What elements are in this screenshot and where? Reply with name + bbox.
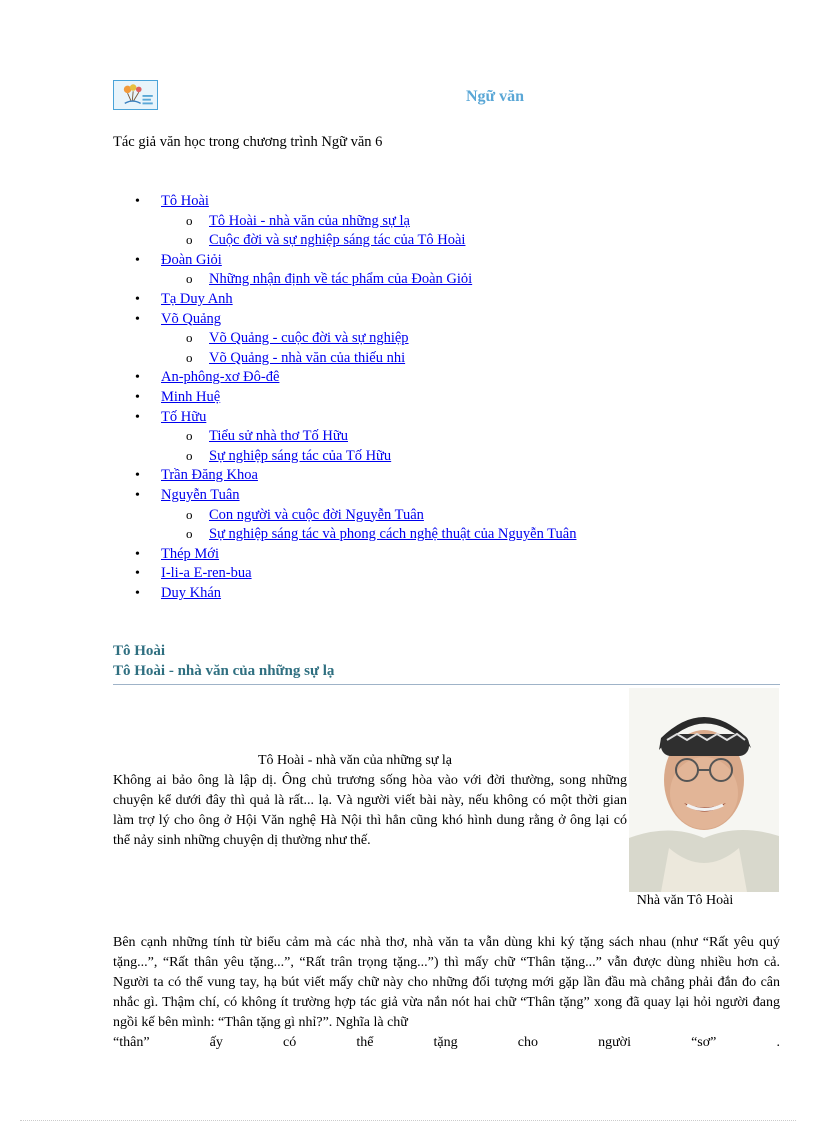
toc-subitem <box>113 349 753 369</box>
toc-link[interactable]: I-li-a E-ren-bua <box>161 565 252 582</box>
article-title: Tô Hoài - nhà văn của những sự lạ <box>258 753 453 768</box>
article-paragraph-2 <box>113 933 780 1053</box>
table-of-contents <box>113 192 753 603</box>
toc-sublink[interactable]: Võ Quảng - cuộc đời và sự nghiệp <box>209 330 409 347</box>
toc-sublink[interactable]: Sự nghiệp sáng tác và phong cách nghệ thuật của Nguyễn Tuân <box>209 526 577 543</box>
toc-subitem <box>113 212 753 232</box>
toc-item <box>113 192 753 212</box>
toc-item <box>113 388 753 408</box>
toc-item <box>113 545 753 565</box>
toc-subitem <box>113 447 753 467</box>
toc-sublink[interactable]: Sự nghiệp sáng tác của Tố Hữu <box>209 447 392 464</box>
toc-sublink[interactable]: Võ Quảng - nhà văn của thiếu nhi <box>209 349 406 366</box>
toc-sublink[interactable]: Cuộc đời và sự nghiệp sáng tác của Tô Hoài <box>209 232 466 249</box>
toc-subitem <box>113 525 753 545</box>
page-bottom-border <box>20 1120 796 1121</box>
ngu-van-logo-icon <box>113 80 158 110</box>
section-author: Tô Hoài <box>113 643 166 659</box>
toc-link[interactable]: Duy Khán <box>161 584 222 601</box>
toc-link[interactable]: Võ Quảng <box>161 310 222 327</box>
toc-subitem <box>113 329 753 349</box>
toc-link[interactable]: Tố Hữu <box>161 408 207 425</box>
toc-item <box>113 290 753 310</box>
toc-sublink[interactable]: Tô Hoài - nhà văn của những sự lạ <box>209 212 410 229</box>
section-title: Tô Hoài - nhà văn của những sự lạ <box>113 663 335 679</box>
toc-link[interactable]: Đoàn Giỏi <box>161 251 222 268</box>
toc-subitem <box>113 231 753 251</box>
toc-item <box>113 466 753 486</box>
toc-link[interactable]: Trần Đăng Khoa <box>161 467 258 484</box>
intro-text: Tác giả văn học trong chương trình Ngữ văn 6 <box>113 134 383 150</box>
toc-link[interactable]: An-phông-xơ Đô-đê <box>161 369 280 386</box>
toc-link[interactable]: Nguyễn Tuân <box>161 486 240 503</box>
toc-item <box>113 251 753 271</box>
toc-link[interactable]: Minh Huệ <box>161 388 221 405</box>
toc-item <box>113 368 753 388</box>
toc-subitem <box>113 270 753 290</box>
toc-item <box>113 584 753 604</box>
article-paragraph-1: Không ai bảo ông là lập dị. Ông chủ trương sống hòa vào với đời thường, song những chuyện kể dưới đây thì quả là rất... lạ. Và người viết bài này, nếu không có một thời gian làm trợ lý cho ông ở Hội Văn nghệ Hà Nội thì hẳn cũng khó hình dung rằng ở ông lại có thể nảy sinh những chuyện dị thường như thế. <box>113 773 627 848</box>
section-heading <box>113 641 334 681</box>
toc-item <box>113 564 753 584</box>
toc-item <box>113 310 753 330</box>
toc-subitem <box>113 506 753 526</box>
toc-subitem <box>113 427 753 447</box>
toc-sublink[interactable]: Con người và cuộc đời Nguyễn Tuân <box>209 506 424 523</box>
toc-sublink[interactable]: Tiểu sử nhà thơ Tố Hữu <box>209 428 348 445</box>
subject-title: Ngữ văn <box>466 88 525 105</box>
toc-item <box>113 486 753 506</box>
author-photo <box>629 688 779 892</box>
toc-sublink[interactable]: Những nhận định về tác phẩm của Đoàn Giỏi <box>209 271 473 288</box>
toc-item <box>113 408 753 428</box>
toc-link[interactable]: Tạ Duy Anh <box>161 290 233 307</box>
section-divider <box>113 684 780 685</box>
photo-caption: Nhà văn Tô Hoài <box>636 893 734 908</box>
paragraph-2-body: Bên cạnh những tính từ biểu cảm mà các nhà thơ, nhà văn ta vẫn dùng khi ký tặng sách nhau (như “Rất yêu quý tặng...”, “Rất thân yêu tặng...”, “Rất trân trọng tặng...”) thì mấy chữ “Thân tặng...” vẫn được dùng nhiều hơn cả. Người ta có thể vung tay, hạ bút viết mấy chữ này cho những đối tượng mới gặp lần đầu mà chẳng phải đắn đo cân nhắc gì. Thậm chí, có không ít trường hợp tác giả vừa nắn nót hai chữ “Thân tặng” xong đã quay lại hỏi người đang ngồi kế bên mình: “Thân tặng gì nhỉ?”. Nghĩa là chữ <box>113 935 780 1030</box>
paragraph-2-last-line: “thân” ấy có thể tặng cho người “sơ” . <box>113 1035 780 1050</box>
toc-list <box>113 192 753 603</box>
toc-link[interactable]: Tô Hoài <box>161 193 209 209</box>
toc-link[interactable]: Thép Mới <box>161 545 220 562</box>
